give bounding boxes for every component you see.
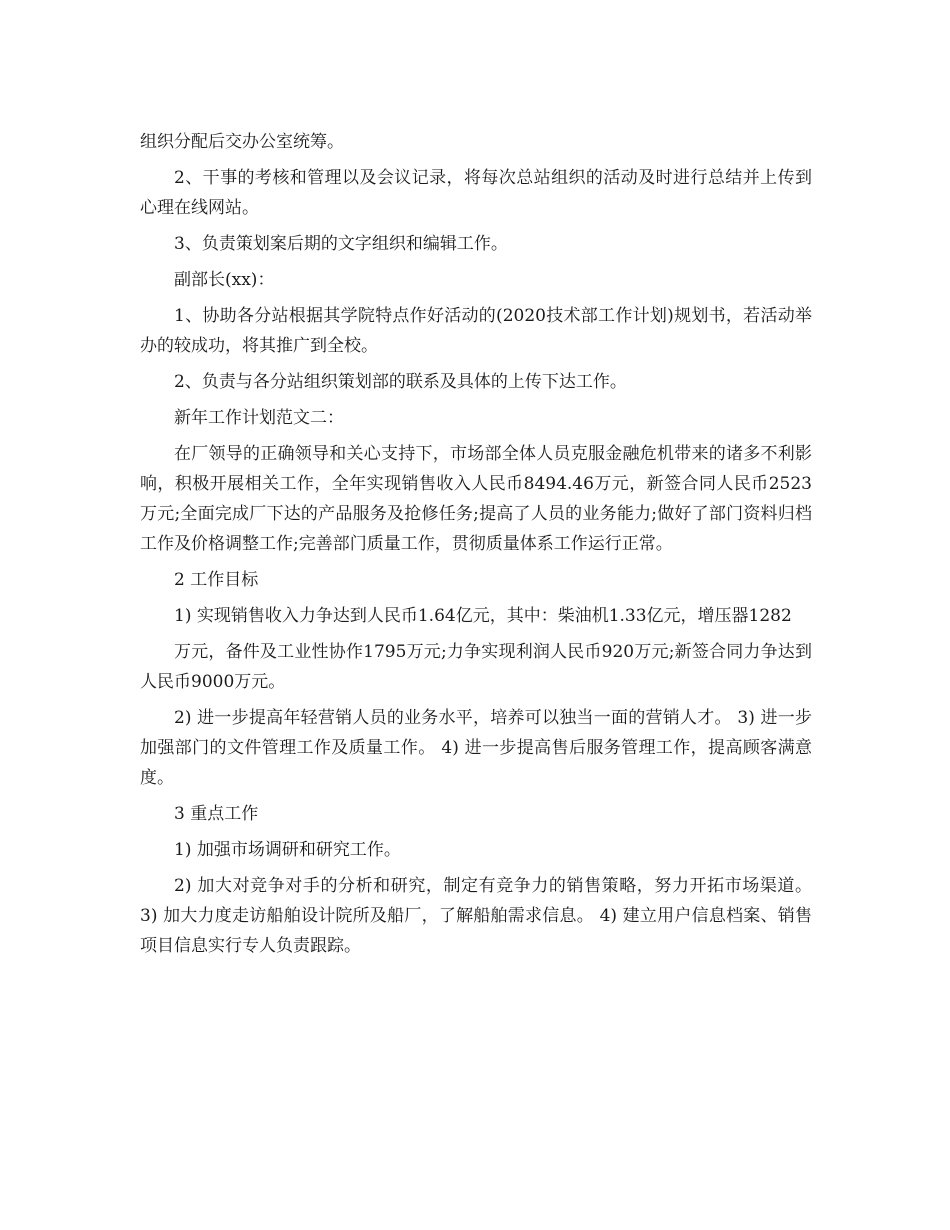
section-heading: 3 重点工作 (174, 804, 259, 824)
paragraph: 3、负责策划案后期的文字组织和编辑工作。 (174, 234, 508, 254)
paragraph: 副部长(xx)： (174, 270, 275, 290)
section-heading: 新年工作计划范文二： (174, 408, 344, 428)
paragraph: 在厂领导的正确领导和关心支持下，市场部全体人员克服金融危机带来的诸多不利影响，积极开展相关工作，全年实现销售收入人民币8494.46万元，新签合同人民币2523万元;全面完成厂下达的产品服务及抢修任务;提高了人员的业务能力;做好了部门资料归档工作及价格调整工作;完善部门质量工作，贯彻质量体系工作运行正常。 (140, 444, 812, 554)
paragraph: 组织分配后交办公室统筹。 (140, 132, 344, 152)
paragraph: 2、负责与各分站组织策划部的联系及具体的上传下达工作。 (174, 372, 627, 392)
paragraph: 1) 加强市场调研和研究工作。 (174, 840, 401, 860)
paragraph: 2、干事的考核和管理以及会议记录，将每次总站组织的活动及时进行总结并上传到心理在线网站。 (140, 168, 812, 218)
paragraph: 1) 实现销售收入力争达到人民币1.64亿元，其中：柴油机1.33亿元，增压器1282 (174, 606, 792, 626)
paragraph: 1、协助各分站根据其学院特点作好活动的(2020技术部工作计划)规划书，若活动举办的较成功，将其推广到全校。 (140, 306, 812, 356)
paragraph: 2) 加大对竞争对手的分析和研究，制定有竞争力的销售策略，努力开拓市场渠道。 3) 加大力度走访船舶设计院所及船厂，了解船舶需求信息。 4) 建立用户信息档案、销售项目信息实行专人负责跟踪。 (140, 876, 812, 956)
document-body (140, 127, 812, 967)
paragraph: 2) 进一步提高年轻营销人员的业务水平，培养可以独当一面的营销人才。 3) 进一步加强部门的文件管理工作及质量工作。 4) 进一步提高售后服务管理工作，提高顾客满意度。 (140, 708, 812, 788)
paragraph: 万元，备件及工业性协作1795万元;力争实现利润人民币920万元;新签合同力争达到人民币9000万元。 (140, 642, 812, 692)
section-heading: 2 工作目标 (174, 570, 259, 590)
